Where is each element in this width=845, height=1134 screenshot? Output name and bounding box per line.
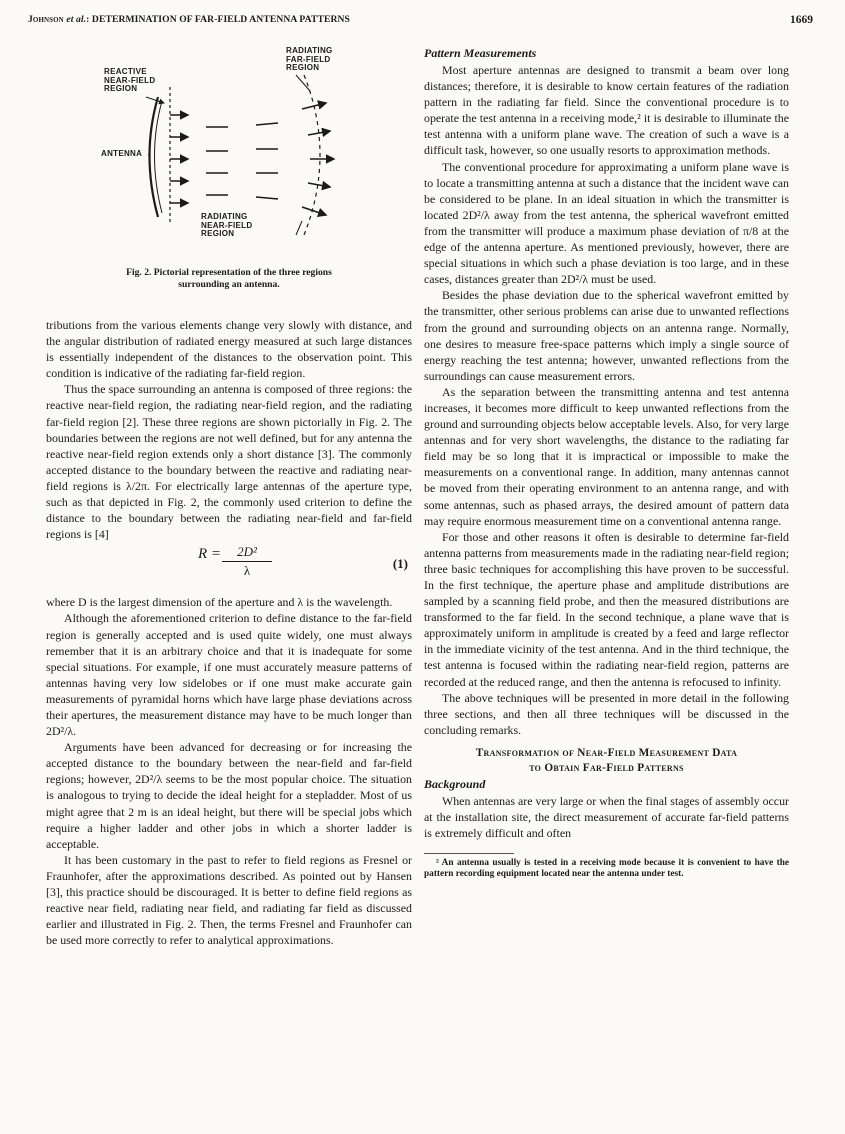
equation-lhs: R =	[198, 546, 222, 563]
right-column	[424, 45, 789, 881]
reactive-leader	[146, 97, 164, 103]
label-reactive-near-field	[104, 68, 155, 94]
far-field-arrows	[302, 103, 334, 215]
label-radiating-near-field	[201, 213, 252, 239]
section-title-line-1: Transformation of Near-Field Measurement Data	[475, 746, 738, 759]
equation-number: (1)	[392, 556, 408, 572]
left-paragraph-4: Although the aforementioned criterion to define distance to the far-field region is generally accepted and is used quite widely, one must always remember that it is an arbitrary choice and that it is inadequate for some special situations. For example, if one must accurately measure patterns of antennas having very low sidelobes or if one must make accurate gain measurements of pyramidal horns which have large phase deviations across their apertures, the measurement distance may have to be much longer than 2D²/λ.	[46, 611, 412, 739]
left-column	[46, 45, 412, 948]
caption-line-2: surrounding an antenna.	[178, 279, 280, 290]
caption-line-1: Fig. 2. Pictorial representation of the three regions	[126, 267, 332, 278]
label-near-2: NEAR-FIELD	[201, 220, 253, 230]
label-far-3: REGION	[286, 63, 320, 73]
running-head-title: : DETERMINATION OF FAR-FIELD ANTENNA PATTERNS	[86, 14, 350, 25]
equation-numerator: 2D²	[222, 544, 272, 562]
equation-fraction	[222, 544, 272, 579]
running-head-etal: et al.	[63, 14, 87, 25]
right-paragraph-5: For those and other reasons it often is desirable to determine far-field antenna patterns from measurements made in the radiating near-field region; three basic techniques for accomplishing this have proven to be successful. In the first technique, the aperture phase and amplitude distributions are sampled by a scanning field probe, and then the measured distributions are transformed to the far field. In the second technique, a plane wave that is approximately uniform in amplitude is created by a feed and large reflector in the immediate vicinity of the test antenna. And in the third technique, the test antenna is focused within the radiating near-field region, patterns are recorded at the reduced range, and then the antenna is refocused to infinity.	[424, 529, 789, 689]
left-paragraph-5: Arguments have been advanced for decreasing or for increasing the accepted distance to the boundary between the near-field and far-field regions; however, 2D²/λ seems to be the most popular choice. The situation is analogous to trying to decide the ideal height for a stepladder. Most of us might agree that 2 m is an ideal height, but there will be special jobs which require a higher ladder and other jobs in which a shorter ladder is acceptable.	[46, 740, 412, 851]
label-reactive-3: REGION	[104, 84, 138, 94]
equation-1	[46, 544, 412, 594]
heading-background: Background	[424, 776, 486, 791]
far-field-leader	[296, 75, 310, 91]
footnote-rule	[424, 853, 514, 854]
page-number: 1669	[790, 14, 813, 26]
right-paragraph-6: The above techniques will be presented in more detail in the following three sections, and then all three techniques will be discussed in the concluding remarks.	[424, 690, 789, 737]
left-paragraph-1: tributions from the various elements change very slowly with distance, and the angular distribution of radiated energy measured at such large distances is essentially independent of the distances to the observation point. This condition is indicative of the radiating far-field region.	[46, 318, 412, 381]
label-far-1: RADIATING	[286, 46, 333, 55]
antenna-reflector	[150, 97, 159, 217]
figure-2	[46, 45, 412, 290]
label-reactive-1: REACTIVE	[104, 67, 147, 76]
left-paragraph-2: Thus the space surrounding an antenna is composed of three regions: the reactive near-field region, the radiating near-field region, and the radiating far-field region [2]. These three regions are shown pictorially in Fig. 2. The boundaries between the regions are not well defined, but for any antenna the reactive near-field region extends only a short distance [3]. The commonly accepted distance to the boundary between the reactive and radiating near-field regions is λ/2π. For electrically large antennas of the aperture type, such as that depicted in Fig. 2, the commonly used criterion to define the distance to the boundary between the radiating near-field and far-field regions is [4]	[46, 382, 412, 542]
label-antenna: ANTENNA	[101, 149, 143, 158]
right-paragraph-4: As the separation between the transmitting antenna and test antenna increases, it becomes more difficult to keep unwanted reflections from the ground and surrounding objects below acceptable levels. Also, for very large antennas and for very short wavelengths, the distance to the radiating far field may be so long that it is impractical or impossible to make the measurements on a conventional range. In addition, many antennas cannot be moved from their operating environment to an antenna range, and with some antennas, such as phased arrays, the desired amount of pattern data may require enormous measurement time on a conventional antenna range.	[424, 384, 789, 528]
footnote-2: ² An antenna usually is tested in a receiving mode because it is convenient to have the pattern recording equipment located near the antenna under test.	[424, 858, 789, 880]
page-header	[28, 14, 813, 30]
label-far-2: FAR-FIELD	[286, 54, 331, 64]
right-paragraph-3: Besides the phase deviation due to the spherical wavefront emitted by the transmitter, other serious problems can arise due to unwanted reflections from the ground and surrounding objects on an antenna range. Normally, one desires to measure free-space patterns which imply a single source of energy reaching the test antenna; however, unwanted reflections from the surroundings can cause measurement errors.	[424, 288, 789, 383]
right-paragraph-1: Most aperture antennas are designed to transmit a beam over long distances; therefore, it is desirable to know certain features of the radiation pattern in the radiating far field. Since the conventional procedure is to operate the test antenna in a receiving mode,² it is desirable to illuminate the test antenna with a uniform plane wave. The creation of such a wave is a difficult task, however, so one usually resorts to approximation methods.	[424, 63, 789, 158]
label-reactive-2: NEAR-FIELD	[104, 75, 156, 85]
right-paragraph-2: The conventional procedure for approximating a uniform plane wave is to locate a transmitting antenna at such a distance that the incident wave can be considered to be plane. In an ideal situation in which the transmitter is located 2D²/λ away from the test antenna, the spherical wavefront emitted from the transmitter will produce a maximum phase deviation of π/8 at the edge of the antenna aperture. As mentioned previously, however, there are special situations in which such a phase deviation is too large, and in these cases, distances greater than 2D²/λ must be used.	[424, 159, 789, 287]
label-near-1: RADIATING	[201, 212, 248, 221]
label-radiating-far-field	[286, 47, 333, 73]
right-paragraph-7: When antennas are very large or when the final stages of assembly occur at the installation site, the direct measurement of accurate far-field patterns is extremely difficult and often	[424, 793, 789, 841]
section-title-line-2: to Obtain Far-Field Patterns	[529, 761, 684, 774]
label-near-3: REGION	[201, 229, 235, 239]
section-title	[424, 746, 789, 776]
near-field-wavefronts	[206, 123, 278, 199]
aperture-arrows	[170, 115, 188, 203]
near-field-leader	[296, 221, 302, 235]
equation-denominator: λ	[243, 563, 251, 579]
figure-caption	[46, 267, 412, 291]
left-paragraph-3: where D is the largest dimension of the aperture and λ is the wavelength.	[46, 595, 393, 610]
running-head	[28, 14, 350, 25]
heading-pattern-measurements: Pattern Measurements	[424, 46, 537, 60]
antenna-reflector-inner	[155, 101, 163, 213]
left-paragraph-6: It has been customary in the past to refer to field regions as Fresnel or Fraunhofer, after the approximations described. As pointed out by Hansen [3], this practice should be discouraged. It is better to define field regions as reactive near field, radiating near field, and radiating far field as discussed earlier and illustrated in Fig. 2. Then, the terms Fresnel and Fraunhofer can be used more correctly to refer to analytical approximations.	[46, 852, 412, 948]
running-head-authors: Johnson	[28, 14, 64, 25]
